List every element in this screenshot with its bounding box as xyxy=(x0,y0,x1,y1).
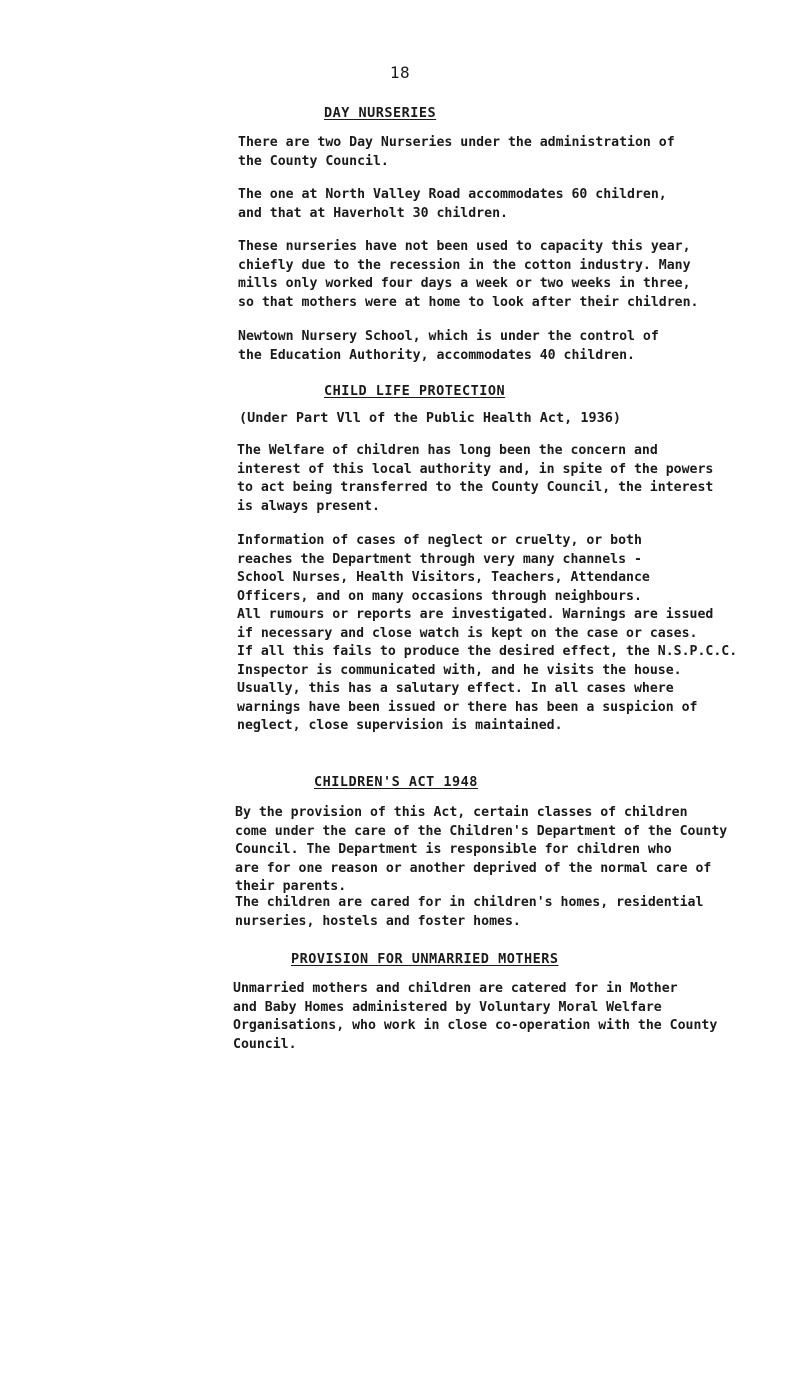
paragraph-child-life-2: Information of cases of neglect or cruelty, or both reaches the Department through very many channels - School Nurses, Health Visitors, Teachers, Attendance Officers, and on many occasions through neighbours. All rumours or reports are investigated. Warnings are issued if necessary and close watch is kept on the case or cases. If all this fails to produce the desired effect, the N.S.P.C.C. Inspector is communicated with, and he visits the house. Usually, this has a salutary effect. In all cases where warnings have been issued or there has been a suspicion of neglect, close supervision is maintained. xyxy=(237,533,738,733)
paragraph-childrens-act-2: The children are cared for in children's homes, residential nurseries, hostels and foster homes. xyxy=(235,895,704,929)
heading-unmarried-mothers: PROVISION FOR UNMARRIED MOTHERS xyxy=(291,951,559,967)
paragraph-day-nurseries-4: Newtown Nursery School, which is under the control of the Education Authority, accommodates 40 children. xyxy=(238,329,659,363)
page-number: 18 xyxy=(389,63,411,82)
paragraph-unmarried-mothers-1: Unmarried mothers and children are catered for in Mother and Baby Homes administered by Voluntary Moral Welfare Organisations, who work in close co-operation with the County Council. xyxy=(233,981,718,1052)
heading-childrens-act: CHILDREN'S ACT 1948 xyxy=(314,774,478,790)
paragraph-day-nurseries-3: These nurseries have not been used to capacity this year, chiefly due to the recession in the cotton industry. Many mills only worked four days a week or two weeks in three, so that mothers were at home to look after their children. xyxy=(238,239,699,310)
paragraph-child-life-1: The Welfare of children has long been the concern and interest of this local authority and, in spite of the powers to act being transferred to the County Council, the interest is always present. xyxy=(237,443,714,514)
paragraph-day-nurseries-2: The one at North Valley Road accommodates 60 children, and that at Haverholt 30 children. xyxy=(238,187,667,221)
paragraph-day-nurseries-1: There are two Day Nurseries under the administration of the County Council. xyxy=(238,135,675,169)
heading-child-life-protection: CHILD LIFE PROTECTION xyxy=(324,383,506,399)
subheading-public-health-act: (Under Part Vll of the Public Health Act, 1936) xyxy=(239,410,622,426)
paragraph-childrens-act-1: By the provision of this Act, certain classes of children come under the care of the Children's Department of the County Council. The Department is responsible for children who are for one reason or another deprived of the normal care of their parents. xyxy=(235,805,728,894)
heading-day-nurseries: DAY NURSERIES xyxy=(324,105,437,121)
